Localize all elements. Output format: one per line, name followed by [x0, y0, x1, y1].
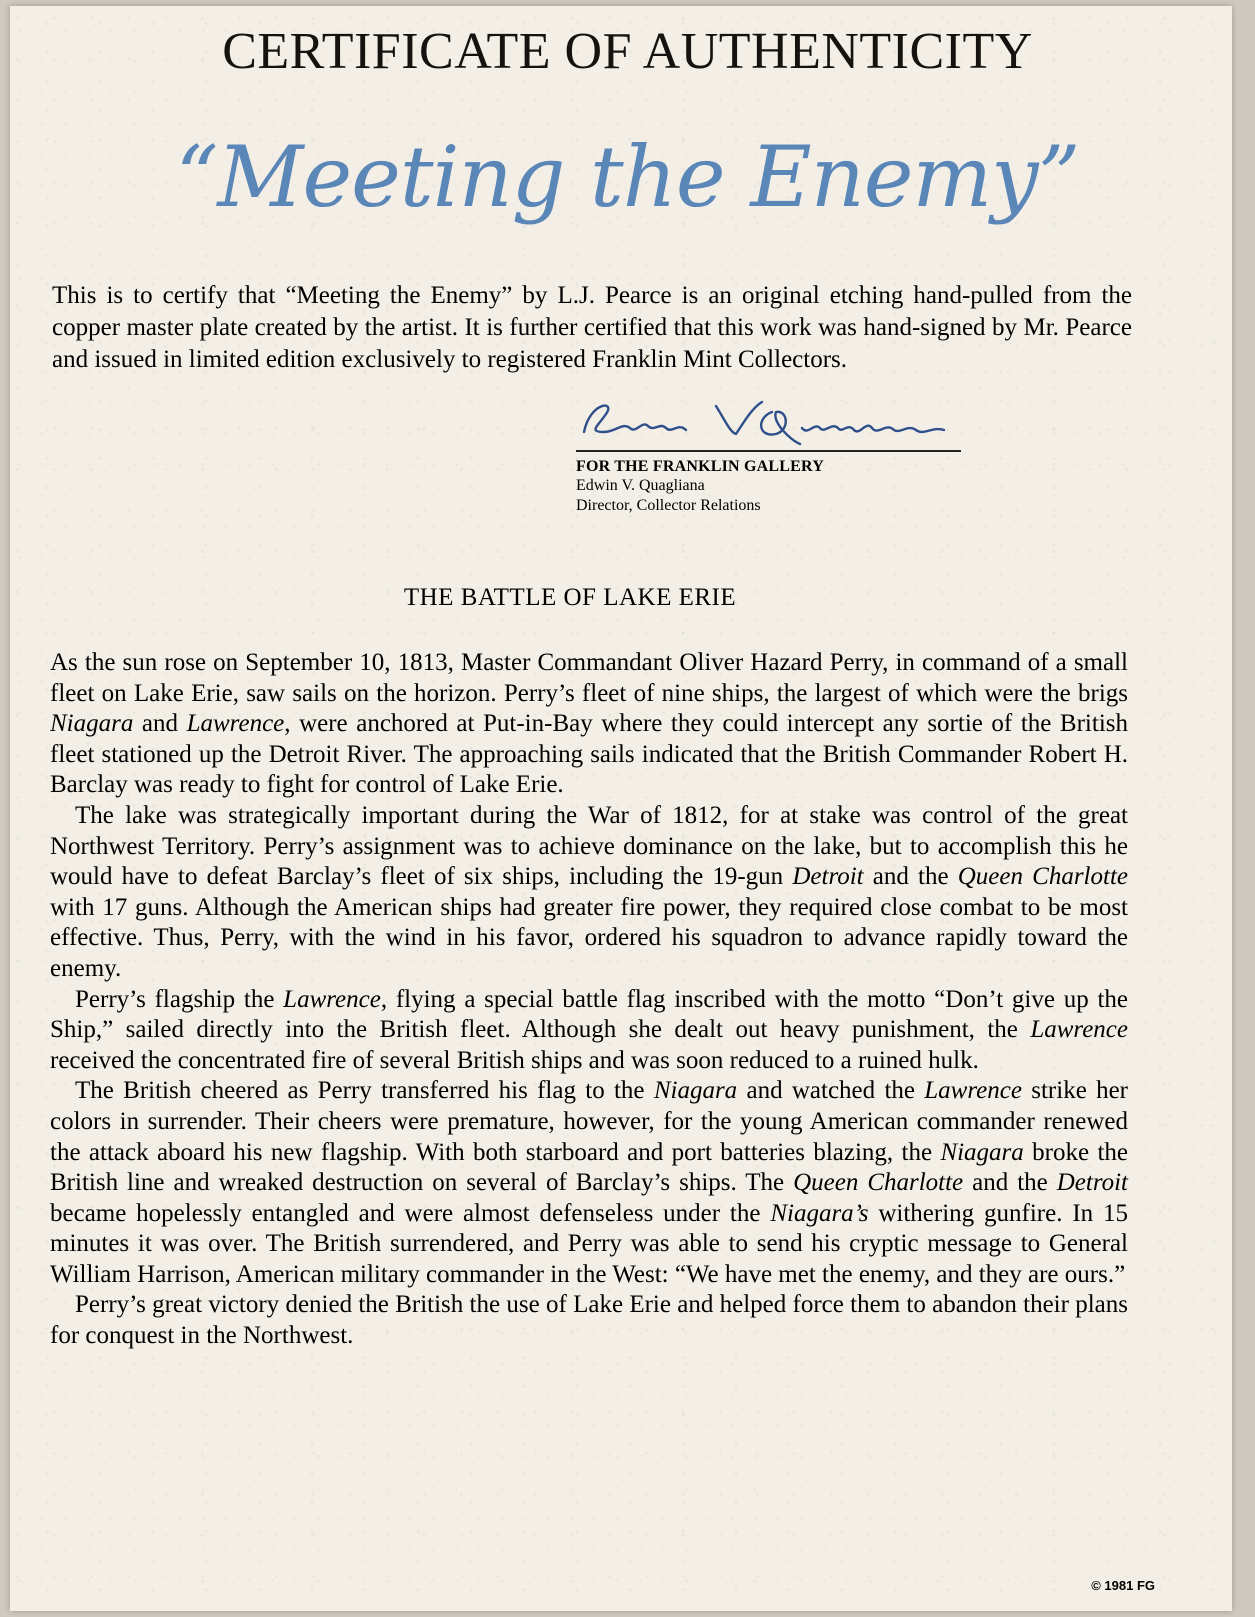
text-run: As the sun rose on September 10, 1813, Master Commandant Oliver Hazard Perry, in command of a small fleet on Lake Erie, saw sails on the horizon. Perry’s fleet of nine ships, the largest of which were the brigs — [50, 649, 1128, 707]
story-paragraph — [50, 648, 1128, 801]
signatory-name: Edwin V. Quagliana — [576, 477, 705, 494]
ship-name: Lawrence — [186, 710, 285, 738]
text-run: The British cheered as Perry transferred his flag to the — [75, 1077, 654, 1105]
certification-text: This is to certify that “Meeting the Enemy” by L.J. Pearce is an original etching hand-pulled from the copper master plate created by the artist. It is further certified that this work was hand-signed by Mr. Pearce and issued in limited edition exclusively to registered Franklin Mint Collectors. — [52, 282, 1132, 373]
text-run: received the concentrated fire of several British ships and was soon reduced to a ruined hulk. — [50, 1046, 979, 1074]
ship-name: Queen Charlotte — [793, 1169, 964, 1197]
text-run: strike her colors in surrender. Their cheers were premature, however, for the young American commander renewed the attack aboard his new flagship. With both starboard and port batteries blazing, the — [50, 1077, 1128, 1166]
text-run: and watched the — [737, 1077, 925, 1105]
text-run: , flying a special battle flag inscribed with the motto “Don’t give up the Ship,” sailed directly into the British fleet. Although she dealt out heavy punishment, the — [50, 985, 1128, 1044]
text-run: The lake was strategically important during the War of 1812, for at stake was control of the great Northwest Territory. Perry’s assignment was to achieve dominance on the lake, but to accomplish this he would have to defeat Barclay’s fleet of six ships, including the 19-gun — [50, 801, 1128, 891]
signature-line — [576, 450, 961, 452]
text-run: became hopelessly entangled and were almost defenseless under the — [50, 1199, 771, 1227]
story-heading: THE BATTLE OF LAKE ERIE — [403, 584, 737, 611]
text-run: and — [133, 710, 187, 738]
text-run: Perry’s flagship the — [75, 985, 284, 1013]
ship-name: Niagara — [653, 1077, 738, 1105]
story-paragraph — [50, 1076, 1128, 1290]
ship-name: Niagara’s — [770, 1199, 869, 1227]
text-run: and the — [863, 863, 958, 891]
text-run: broke the British line and wreaked destruction on several of Barclay’s ships. The — [50, 1138, 1128, 1197]
ship-name: Niagara — [50, 710, 134, 738]
ship-name: Detroit — [792, 863, 864, 891]
ship-name: Niagara — [940, 1138, 1024, 1166]
ship-name: Queen Charlotte — [957, 863, 1128, 891]
signature-block — [576, 392, 971, 516]
signatory-role: Director, Collector Relations — [576, 497, 761, 514]
signatory-organization: FOR THE FRANKLIN GALLERY — [576, 458, 824, 475]
text-run: with 17 guns. Although the American ships had greater fire power, they required close combat to be most effective. Thus, Perry, with the wind in his favor, ordered his squadron to advance rapidly toward the enemy. — [50, 893, 1128, 982]
story-text — [50, 648, 1128, 1352]
text-run: withering gunfire. In 15 minutes it was over. The British surrendered, and Perry was able to send his cryptic message to General William Harrison, American military commander in the West: “We have met the enemy, and they are ours.” — [50, 1199, 1128, 1288]
text-run: , were anchored at Put-in-Bay where they could intercept any sortie of the British fleet stationed up the Detroit River. The approaching sails indicated that the British Commander Robert H. Barclay was ready to fight for control of Lake Erie. — [50, 710, 1128, 799]
certificate-title: CERTIFICATE OF AUTHENTICITY — [222, 23, 1033, 80]
text-run: Perry’s great victory denied the British the use of Lake Erie and helped force them to abandon their plans for conquest in the Northwest. — [50, 1291, 1128, 1350]
handwritten-signature — [576, 392, 971, 450]
copyright-notice: © 1981 FG — [1091, 1578, 1155, 1593]
artwork-title: “Meeting the Enemy” — [175, 128, 1080, 226]
ship-name: Lawrence — [1030, 1016, 1128, 1044]
ship-name: Lawrence — [924, 1077, 1022, 1105]
story-paragraph — [50, 1290, 1128, 1351]
text-run: and the — [963, 1169, 1057, 1197]
ship-name: Detroit — [1056, 1169, 1129, 1197]
story-paragraph — [50, 801, 1128, 985]
ship-name: Lawrence — [283, 985, 381, 1013]
story-paragraph — [50, 985, 1128, 1077]
